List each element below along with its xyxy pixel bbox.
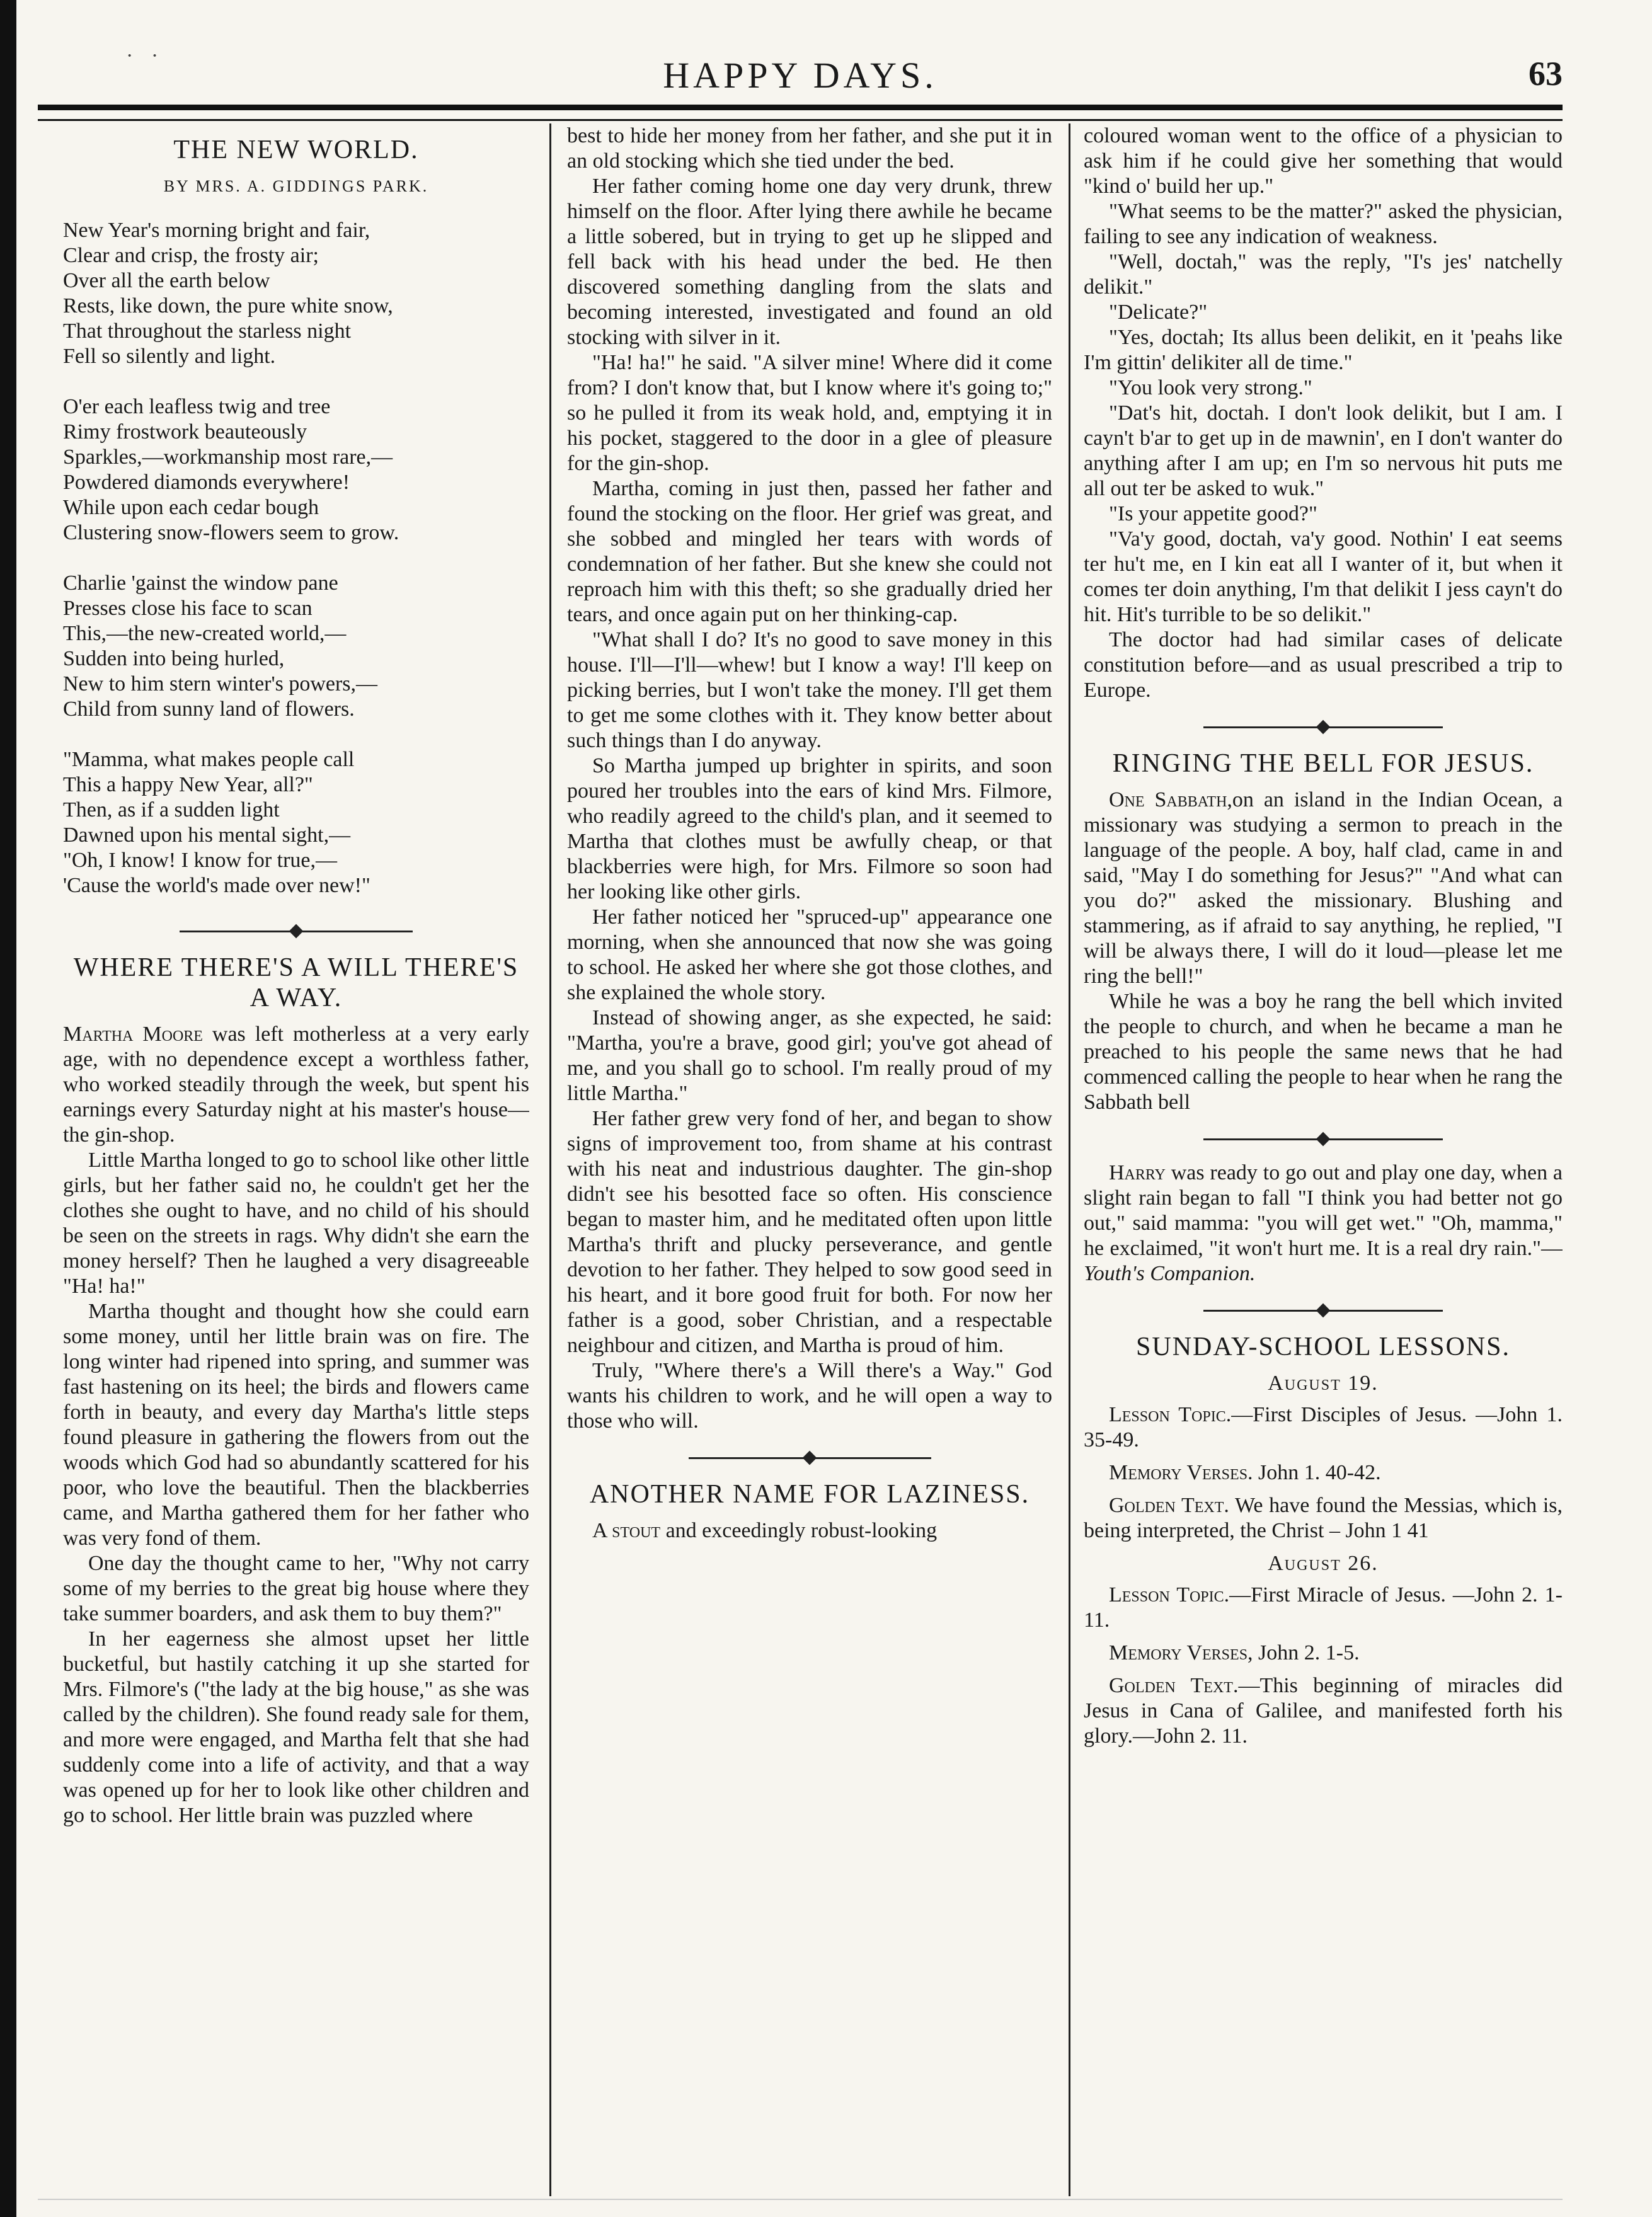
lesson-block bbox=[1084, 1371, 1563, 1544]
header-marks: · · bbox=[126, 44, 165, 67]
story-paragraph: Martha, coming in just then, passed her father and found the stocking on the floor. Her grief was great, and she sobbed and mingled her tears with words of condemnation of her father. But she knew she could not reproach him with this theft; so she gradually dried her tears, and once again put on her thinking-cap. bbox=[567, 477, 1052, 626]
poem-line: New Year's morning bright and fair, bbox=[63, 219, 370, 242]
bell-paragraph: While he was a boy he rang the bell which invited the people to church, and when he became a man he preached to his people the same news that he had commenced calling the people to hear when he rang the Sabbath bell bbox=[1084, 990, 1563, 1114]
lesson-value: John 2. 1-5. bbox=[1253, 1641, 1360, 1664]
poem-line: O'er each leafless twig and tree bbox=[63, 395, 331, 418]
story-paragraph: "What shall I do? It's no good to save money in this house. I'll—I'll—whew! but I know a way! I'll keep on picking berries, but I won't take the money. I'll get them to get me some clothes with it. They know better about such things than I do anyway. bbox=[567, 628, 1052, 752]
lesson-memory bbox=[1084, 1641, 1563, 1666]
poem-line: Child from sunny land of flowers. bbox=[63, 697, 355, 721]
lesson-value: —This beginning of miracles did Jesus in Cana of Galilee, and manifested forth his glory.—John 2. 11. bbox=[1084, 1674, 1563, 1748]
story-lead: Martha Moore bbox=[63, 1023, 203, 1046]
story-paragraph: Truly, "Where there's a Will there's a Way." God wants his children to work, and he will open a way to those who will. bbox=[567, 1359, 1052, 1433]
poem-title: THE NEW WORLD. bbox=[173, 135, 419, 164]
laziness-paragraph: "Va'y good, doctah, va'y good. Nothin' I eat seems ter hu't me, en I kin eat all I wanter of it, but when it comes ter doin anything, I'm that delikit I jess cayn't do hit. Hit's turrible to be so delikit." bbox=[1084, 527, 1563, 626]
poem-line: Rests, like down, the pure white snow, bbox=[63, 294, 393, 318]
periodical-title: HAPPY DAYS. bbox=[663, 55, 938, 96]
section-ornament bbox=[1203, 1303, 1443, 1318]
lesson-value: We have found the Messias, which is, being interpreted, the Christ – John 1 41 bbox=[1084, 1494, 1563, 1542]
section-ornament bbox=[1203, 719, 1443, 735]
lesson-topic bbox=[1084, 1402, 1563, 1453]
laziness-paragraph: "Well, doctah," was the reply, "I's jes' natchelly delikit." bbox=[1084, 250, 1563, 299]
poem-line: Charlie 'gainst the window pane bbox=[63, 571, 338, 595]
poem-line: Then, as if a sudden light bbox=[63, 798, 280, 822]
lesson-label: Lesson Topic. bbox=[1109, 1403, 1232, 1426]
laziness-paragraph: "Delicate?" bbox=[1109, 301, 1208, 324]
harry-lead: Harry bbox=[1109, 1161, 1166, 1184]
story-paragraph: Her father grew very fond of her, and began to show signs of improvement too, from shame at his contrast with his neat and industrious daughter. The gin-shop didn't see his besotted face so often. His conscience began to master him, and he meditated often upon little Martha's thrift and plucky perseverance, and gentle devotion to her father. They helped to sow good seed in his heart, and it bore good fruit for both. For now her father is a good, sober Christian, and a respectable neighbour and citizen, and Martha is proud of him. bbox=[567, 1107, 1052, 1357]
lesson-memory bbox=[1084, 1460, 1563, 1486]
poem-stanza bbox=[63, 747, 529, 898]
story-paragraph: "Ha! ha!" he said. "A silver mine! Where did it come from? I don't know that, but I know where it's going to;" so he pulled it from its weak hold, and, emptying it in his pocket, staggered to the door in a glee of pleasure for the gin-shop. bbox=[567, 351, 1052, 475]
poem-line: Over all the earth below bbox=[63, 269, 270, 292]
lesson-value: John 1. 40-42. bbox=[1253, 1461, 1381, 1484]
laziness-text: and exceedingly robust-looking bbox=[660, 1519, 938, 1542]
poem-stanza bbox=[63, 218, 529, 369]
poem-line: That throughout the starless night bbox=[63, 319, 352, 343]
bell-lead: One Sabbath, bbox=[1109, 788, 1232, 811]
lesson-label: Memory Verses. bbox=[1109, 1461, 1253, 1484]
lesson-label: Golden Text. bbox=[1109, 1674, 1239, 1697]
poem-line: Dawned upon his mental sight,— bbox=[63, 823, 351, 847]
poem-line: Rimy frostwork beauteously bbox=[63, 420, 307, 444]
harry-paragraph bbox=[1084, 1160, 1563, 1286]
laziness-paragraph: The doctor had had similar cases of delicate constitution before—and as usual prescribed a trip to Europe. bbox=[1084, 628, 1563, 702]
poem-stanza bbox=[63, 394, 529, 546]
story-paragraph: Martha thought and thought how she could earn some money, until her little brain was on fire. The long winter had ripened into spring, and summer was fast hastening on its heel; the birds and flowers came forth in beauty, and every day Martha's little steps found pleasure in gathering the flowers from out the woods which God had so abundantly scattered for his poor, who love the beautiful. Then the blackberries came, and Martha gathered them for her father who was very fond of them. bbox=[63, 1300, 529, 1550]
harry-attribution: Youth's Companion. bbox=[1084, 1262, 1256, 1285]
story-paragraph: One day the thought came to her, "Why not carry some of my berries to the great big house where they take summer boarders, and ask them to buy them?" bbox=[63, 1552, 529, 1625]
column-3 bbox=[1084, 123, 1563, 2190]
poem-line: Powdered diamonds everywhere! bbox=[63, 471, 350, 494]
page-number: 63 bbox=[1529, 55, 1563, 93]
column-divider bbox=[1069, 123, 1070, 2196]
lesson-date: August 26. bbox=[1268, 1552, 1379, 1575]
poem-line: While upon each cedar bough bbox=[63, 496, 319, 519]
poem-line: Sudden into being hurled, bbox=[63, 647, 285, 670]
laziness-paragraph: "Yes, doctah; Its allus been delikit, en it 'peahs like I'm gittin' delikiter all de time." bbox=[1084, 326, 1563, 374]
poem-line: "Mamma, what makes people call bbox=[63, 748, 355, 771]
harry-text: was ready to go out and play one day, when a slight rain began to fall "I think you had better not go out," said mamma: "you will get wet." "Oh, mamma," he exclaimed, "it won't hurt me. It is a real dry rain."— bbox=[1084, 1161, 1563, 1260]
story-paragraph: In her eagerness she almost upset her little bucketful, but hastily catching it up she started for Mrs. Filmore's ("the lady at the big house," as she was called by the children). She found ready sale for them, and more were engaged, and Martha felt that she had suddenly come into a life of activity, and that a way was opened up for her to look like other children and go to school. Her little brain was puzzled where bbox=[63, 1627, 529, 1827]
story-title: WHERE THERE'S A WILL THERE'S A WAY. bbox=[73, 953, 519, 1012]
page-binding-edge bbox=[0, 0, 16, 2217]
story-paragraph: Little Martha longed to go to school like other little girls, but her father said no, he couldn't get her the clothes she ought to have, and no child of his should be seen on the streets in rags. Why didn't she earn the money herself? Then he laughed a very disagreeable "Ha! ha!" bbox=[63, 1149, 529, 1298]
story-paragraph: Instead of showing anger, as she expected, he said: "Martha, you're a brave, good girl; you've got ahead of me, and you shall go to school. I'm really proud of my little Martha." bbox=[567, 1006, 1052, 1105]
poem-line: This,—the new-created world,— bbox=[63, 622, 347, 645]
bell-paragraph bbox=[1084, 788, 1563, 989]
poem-line: "Oh, I know! I know for true,— bbox=[63, 849, 338, 872]
poem-line: This a happy New Year, all?" bbox=[63, 773, 313, 796]
story-text: was left motherless at a very early age, with no dependence except a worthless father, who worked steadily through the week, but spent his earnings every Saturday night at his master's house—the gin-shop. bbox=[63, 1023, 529, 1147]
column-1 bbox=[63, 123, 529, 2190]
laziness-paragraph: "Dat's hit, doctah. I don't look delikit, but I am. I cayn't b'ar to get up in de mawnin', en I don't wanter do anything after I am up; en I'm so nervous hit puts me all out ter be asked to wuk." bbox=[1084, 401, 1563, 500]
poem-line: Clustering snow-flowers seem to grow. bbox=[63, 521, 399, 544]
bell-title: RINGING THE BELL FOR JESUS. bbox=[1112, 749, 1534, 778]
poem-line: 'Cause the world's made over new!" bbox=[63, 874, 370, 897]
laziness-paragraph bbox=[567, 1518, 1052, 1544]
lesson-topic bbox=[1084, 1583, 1563, 1633]
story-paragraph: So Martha jumped up brighter in spirits, and soon poured her troubles into the ears of kind Mrs. Filmore, who readily agreed to the child's plan, and it seemed to Martha that clothes must be awfully cheap, or that blackberries were high, for Mrs. Filmore so soon had her looking like other girls. bbox=[567, 754, 1052, 903]
lessons-title: SUNDAY-SCHOOL LESSONS. bbox=[1136, 1332, 1510, 1361]
lesson-golden bbox=[1084, 1493, 1563, 1544]
lesson-label: Golden Text. bbox=[1109, 1494, 1229, 1517]
lesson-value: —First Disciples of Jesus. —John 1. 35-49. bbox=[1084, 1403, 1563, 1452]
poem-line: New to him stern winter's powers,— bbox=[63, 672, 378, 696]
bell-text: on an island in the Indian Ocean, a missionary was studying a sermon to preach in the language of the people. A boy, half clad, came in and said, "May I do something for Jesus?" "And what can you do?" asked the missionary. Blushing and stammering, as if afraid to say anything, he replied, "I will be always there, I will do it loud—please let me ring the bell!" bbox=[1084, 788, 1563, 988]
story-paragraph: best to hide her money from her father, and she put it in an old stocking which she tied under the bed. bbox=[567, 124, 1052, 173]
running-head bbox=[38, 54, 1563, 98]
header-rule bbox=[38, 105, 1563, 121]
lesson-label: Memory Verses, bbox=[1109, 1641, 1253, 1664]
poem-byline: BY MRS. A. GIDDINGS PARK. bbox=[163, 177, 429, 195]
section-ornament bbox=[689, 1450, 931, 1465]
column-2 bbox=[567, 123, 1052, 2190]
lesson-block bbox=[1084, 1551, 1563, 1749]
laziness-lead: A stout bbox=[592, 1519, 661, 1542]
lesson-label: Lesson Topic. bbox=[1109, 1583, 1230, 1607]
story-paragraph: Her father noticed her "spruced-up" appearance one morning, when she announced that now she was going to school. He asked her where she got those clothes, and she explained the whole story. bbox=[567, 905, 1052, 1004]
column-divider bbox=[549, 123, 551, 2196]
laziness-paragraph: "You look very strong." bbox=[1109, 376, 1312, 399]
page-bottom-edge bbox=[38, 2199, 1563, 2200]
lesson-golden bbox=[1084, 1673, 1563, 1749]
lesson-value: —First Miracle of Jesus. —John 2. 1-11. bbox=[1084, 1583, 1563, 1632]
poem-line: Presses close his face to scan bbox=[63, 597, 313, 620]
story-paragraph: Her father coming home one day very drunk, threw himself on the floor. After lying there awhile he became a little sobered, but in trying to get up he slipped and fell back with his head under the bed. He then discovered something dangling from the slats and becoming interested, investigated and found an old stocking with silver in it. bbox=[567, 175, 1052, 349]
lesson-date: August 19. bbox=[1268, 1372, 1379, 1395]
poem-line: Clear and crisp, the frosty air; bbox=[63, 244, 319, 267]
poem-line: Fell so silently and light. bbox=[63, 345, 276, 368]
laziness-title: ANOTHER NAME FOR LAZINESS. bbox=[589, 1480, 1030, 1509]
poem-line: Sparkles,—workmanship most rare,— bbox=[63, 445, 393, 469]
section-ornament bbox=[1203, 1131, 1443, 1147]
laziness-paragraph: coloured woman went to the office of a physician to ask him if he could give her something that would "kind o' build her up." bbox=[1084, 124, 1563, 198]
story-paragraph bbox=[63, 1022, 529, 1148]
laziness-paragraph: "Is your appetite good?" bbox=[1109, 502, 1317, 525]
laziness-paragraph: "What seems to be the matter?" asked the physician, failing to see any indication of weakness. bbox=[1084, 200, 1563, 248]
poem-stanza bbox=[63, 571, 529, 722]
section-ornament bbox=[180, 924, 413, 939]
